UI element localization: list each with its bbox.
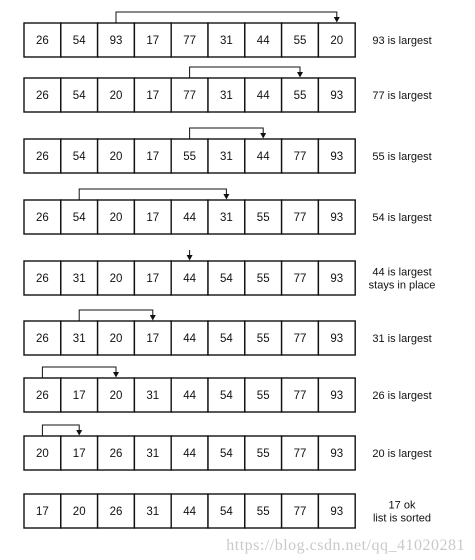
swap-arrow-line [116, 12, 337, 23]
pass-note: 55 is largest [372, 151, 432, 163]
cell-value: 44 [256, 90, 270, 102]
cell-value: 55 [256, 506, 270, 518]
cell-value: 55 [256, 212, 270, 224]
cell-value: 20 [109, 333, 123, 345]
pass-note: 54 is largest [372, 212, 432, 224]
watermark-text: https://blog.csdn.net/qq_41020281 [226, 537, 465, 554]
cell-value: 54 [220, 333, 233, 345]
cell-value: 31 [72, 333, 86, 345]
cell-value: 31 [220, 151, 233, 163]
pass-note: 20 is largest [372, 448, 432, 460]
pass-row [24, 128, 432, 173]
pass-row [24, 310, 432, 355]
pass-row [24, 494, 431, 528]
cell-value: 54 [72, 90, 86, 102]
cell-value: 93 [330, 390, 344, 402]
swap-arrow-head [260, 133, 266, 139]
cell-value: 20 [109, 390, 123, 402]
cell-value: 31 [146, 448, 160, 460]
cell-value: 20 [109, 212, 123, 224]
cell-value: 44 [183, 448, 196, 460]
cell-value: 55 [256, 390, 270, 402]
cell-value: 44 [183, 506, 196, 518]
cell-value: 54 [220, 506, 233, 518]
cell-value: 54 [72, 212, 86, 224]
cell-value: 20 [109, 90, 123, 102]
pass-note: 77 is largest [372, 90, 432, 102]
cell-value: 26 [109, 448, 123, 460]
cell-value: 26 [36, 90, 49, 102]
cell-value: 17 [72, 390, 86, 402]
cell-value: 26 [36, 35, 49, 47]
pass-row [24, 250, 435, 295]
swap-arrow-head [187, 255, 193, 261]
swap-arrow-line [190, 128, 264, 139]
swap-arrow-head [223, 194, 229, 200]
cell-value: 44 [183, 212, 196, 224]
cell-value: 20 [72, 506, 86, 518]
pass-note: 93 is largest [372, 35, 432, 47]
pass-note: list is sorted [372, 512, 432, 525]
cell-value: 55 [256, 448, 270, 460]
swap-arrow-line [190, 67, 300, 78]
pass-note: 17 ok [388, 499, 416, 512]
swap-arrow-head [150, 315, 156, 321]
pass-row [24, 367, 432, 412]
pass-note: 44 is largest [372, 266, 432, 279]
cell-value: 77 [293, 212, 307, 224]
cell-value: 93 [330, 212, 344, 224]
cell-value: 77 [183, 35, 196, 47]
cell-value: 26 [36, 151, 49, 163]
cell-value: 26 [36, 333, 49, 345]
cell-value: 20 [330, 35, 344, 47]
cell-value: 44 [183, 333, 196, 345]
cell-value: 17 [146, 90, 160, 102]
cell-value: 54 [72, 151, 86, 163]
cell-value: 20 [109, 151, 123, 163]
cell-value: 44 [256, 151, 270, 163]
cell-value: 31 [220, 90, 233, 102]
cell-value: 77 [293, 333, 307, 345]
cell-value: 77 [293, 273, 307, 285]
cell-value: 20 [36, 448, 49, 460]
cell-value: 93 [330, 90, 344, 102]
cell-value: 31 [146, 506, 160, 518]
cell-value: 93 [330, 333, 344, 345]
cell-value: 20 [109, 273, 123, 285]
swap-arrow-line [79, 310, 153, 321]
swap-arrow-head [76, 430, 82, 436]
cell-value: 55 [293, 90, 307, 102]
cell-value: 31 [146, 390, 160, 402]
swap-arrow-line [42, 367, 116, 378]
swap-arrow-line [79, 189, 226, 200]
pass-row [24, 189, 432, 234]
cell-value: 77 [293, 390, 307, 402]
cell-value: 54 [220, 390, 233, 402]
cell-value: 55 [256, 333, 270, 345]
pass-row [24, 67, 432, 112]
cell-value: 31 [72, 273, 86, 285]
cell-value: 26 [36, 212, 49, 224]
cell-value: 17 [146, 151, 160, 163]
cell-value: 44 [183, 390, 196, 402]
cell-value: 17 [146, 333, 160, 345]
cell-value: 54 [220, 448, 233, 460]
cell-value: 93 [330, 151, 344, 163]
cell-value: 55 [293, 35, 307, 47]
cell-value: 55 [256, 273, 270, 285]
cell-value: 93 [330, 506, 344, 518]
swap-arrow-head [334, 17, 340, 23]
cell-value: 17 [146, 212, 160, 224]
pass-row [24, 12, 432, 57]
cell-value: 77 [293, 151, 307, 163]
cell-value: 17 [72, 448, 86, 460]
cell-value: 44 [183, 273, 196, 285]
cell-value: 17 [146, 273, 160, 285]
pass-note: 26 is largest [372, 390, 432, 402]
swap-arrow-head [297, 72, 303, 78]
cell-value: 31 [220, 35, 233, 47]
cell-value: 31 [220, 212, 233, 224]
cell-value: 77 [183, 90, 196, 102]
cell-value: 17 [146, 35, 160, 47]
pass-note: 31 is largest [372, 333, 432, 345]
cell-value: 93 [109, 35, 123, 47]
pass-row [24, 425, 432, 470]
cell-value: 54 [220, 273, 233, 285]
swap-arrow-line [42, 425, 79, 436]
cell-value: 55 [183, 151, 196, 163]
cell-value: 26 [36, 390, 49, 402]
cell-value: 26 [109, 506, 123, 518]
cell-value: 54 [72, 35, 86, 47]
pass-note: stays in place [368, 279, 436, 292]
cell-value: 93 [330, 273, 344, 285]
cell-value: 26 [36, 273, 49, 285]
swap-arrow-head [113, 372, 119, 378]
cell-value: 77 [293, 448, 307, 460]
cell-value: 93 [330, 448, 344, 460]
cell-value: 77 [293, 506, 307, 518]
cell-value: 44 [256, 35, 270, 47]
cell-value: 17 [36, 506, 49, 518]
